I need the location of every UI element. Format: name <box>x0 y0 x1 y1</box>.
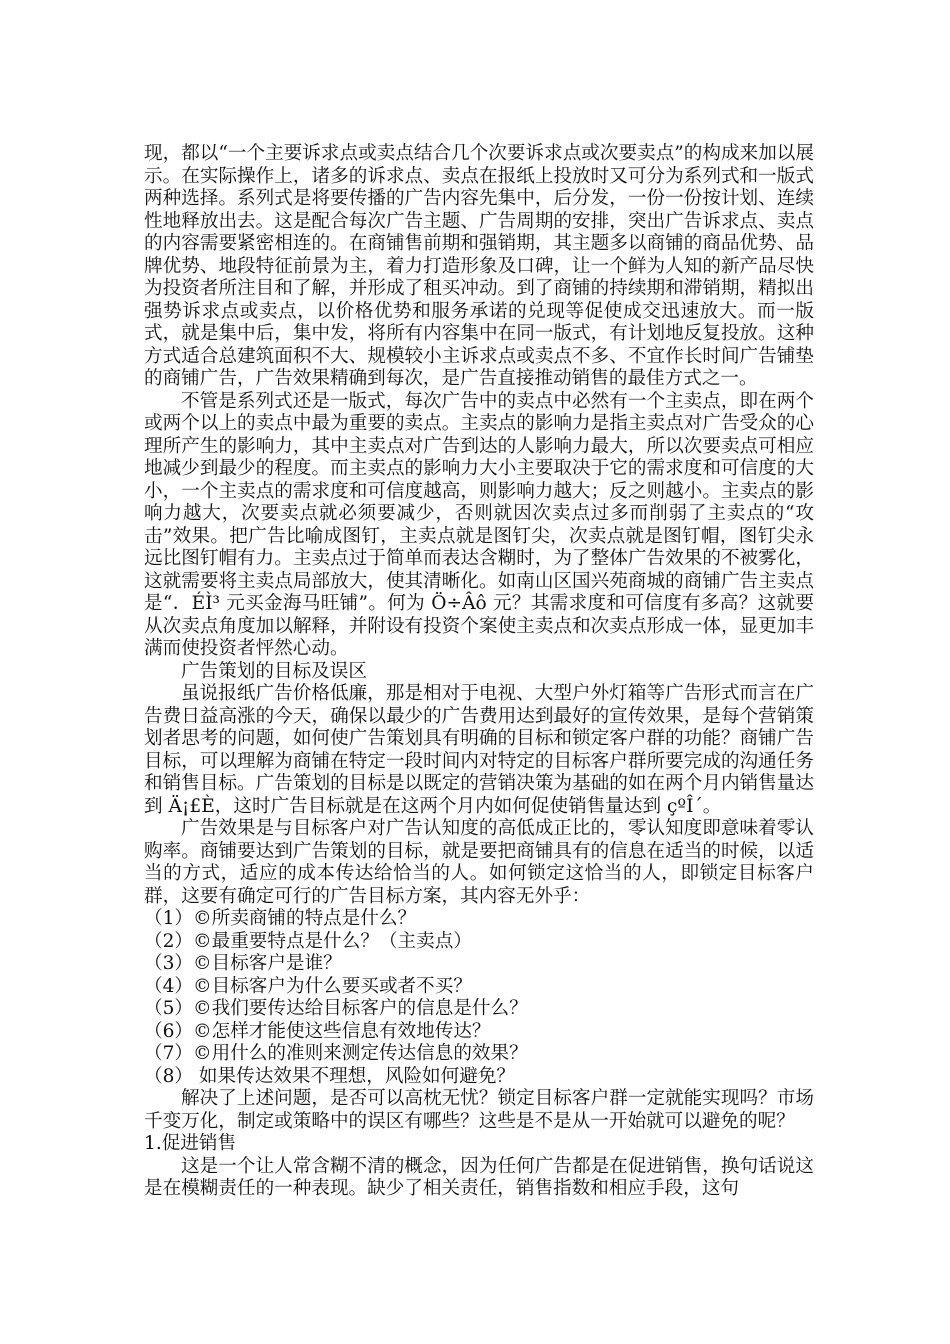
document-page <box>144 143 814 1201</box>
list-item: （8） 如果传达效果不理想，风险如何避免？ <box>144 1065 516 1087</box>
list-item: （7）©用什么的准则来测定传达信息的效果？ <box>144 1043 528 1064</box>
list-item: （2）©最重要特点是什么？（主卖点） <box>144 930 472 952</box>
paragraph-1: 现，都以“一个主要诉求点或卖点结合几个次要诉求点或次要卖点”的构成来加以展示。在实际操作上，诸多的诉求点、卖点在报纸上投放时又可分为系列式和一版式两种选择。系列式是将要传播的广告内容先集中，后分发，一份一份按计划、连续性地释放出去。这是配合每次广告主题、广告周期的安排，突出广告诉求点、卖点的内容需要紧密相连的。在商铺售前期和强销期，其主题多以商铺的商品优势、品牌优势、地段特征前景为主，着力打造形象及口碑，让一个鲜为人知的新产品尽快为投资者所注目和了解，并形成了租买冲动。到了商铺的持续期和滞销期，精拟出强势诉求点或卖点，以价格优势和服务承诺的兑现等促使成交迅速放大。而一版式，就是集中后，集中发，将所有内容集中在同一版式，有计划地反复投放。这种方式适合总建筑面积不大、规模较小主诉求点或卖点不多、不宜作长时间广告铺垫的商铺广告，广告效果精确到每次，是广告直接推动销售的最佳方式之一。 <box>144 143 814 389</box>
section-heading-promote-sales: 1.促进销售 <box>144 1133 237 1154</box>
paragraph-4: 广告效果是与目标客户对广告认知度的高低成正比的，零认知度即意味着零认购率。商铺要达到广告策划的目标，就是要把商铺具有的信息在适当的时候，以适当的方式，适应的成本传达给恰当的人。如何锁定这恰当的人，即锁定目标客户群，这要有确定可行的广告目标方案，其内容无外乎： <box>144 818 814 907</box>
list-item: （1）©所卖商铺的特点是什么？ <box>144 908 417 929</box>
list-item: （5）©我们要传达给目标客户的信息是什么？ <box>144 998 528 1019</box>
list-item: （3）©目标客户是谁？ <box>144 953 342 974</box>
paragraph-6: 这是一个让人常含糊不清的概念，因为任何广告都是在促进销售，换句话说这是在模糊责任的一种表现。缺少了相关责任，销售指数和相应手段，这句 <box>144 1155 814 1199</box>
paragraph-2: 不管是系列式还是一版式，每次广告中的卖点中必然有一个主卖点，即在两个或两个以上的卖点中最为重要的卖点。主卖点的影响力是指主卖点对广告受众的心理所产生的影响力，其中主卖点对广告到达的人影响力最大，所以次要卖点可相应地减少到最少的程度。而主卖点的影响力大小主要取决于它的需求度和可信度的大小，一个主卖点的需求度和可信度越高，则影响力越大；反之则越小。主卖点的影响力越大，次要卖点就必须要减少，否则就因次卖点过多而削弱了主卖点的“攻击”效果。把广告比喻成图钉，主卖点就是图钉尖，次卖点就是图钉帽，图钉尖永远比图钉帽有力。主卖点过于简单而表达含糊时，为了整体广告效果的不被雾化，这就需要将主卖点局部放大，使其清晰化。如南山区国兴苑商城的商铺广告主卖点是“．ÉÌ³ 元买金海马旺铺”。何为 Ö÷Âô 元？其需求度和可信度有多高？这就要从次卖点角度加以解释，并附设有投资个案使主卖点和次卖点形成一体，显更加丰满而使投资者怦然心动。 <box>144 390 814 659</box>
question-list <box>144 908 814 1088</box>
list-item: （6）©怎样才能使这些信息有效地传达？ <box>144 1020 491 1042</box>
paragraph-5: 解决了上述问题，是否可以高枕无忧？锁定目标客户群一定就能实现吗？市场千变万化，制定或策略中的误区有哪些？这些是不是从一开始就可以避免的呢？ <box>144 1088 814 1132</box>
list-item: （4）©目标客户为什么要买或者不买？ <box>144 975 472 997</box>
paragraph-3: 虽说报纸广告价格低廉，那是相对于电视、大型户外灯箱等广告形式而言在广告费日益高涨的今天，确保以最少的广告费用达到最好的宣传效果，是每个营销策划者思考的问题，如何使广告策划具有明确的目标和锁定客户群的功能？商铺广告目标，可以理解为商铺在特定一段时间内对特定的目标客户群所要完成的沟通任务和销售目标。广告策划的目标是以既定的营销决策为基础的如在两个月内销售量达到 Ä¡£È，这时广告目标就是在这两个月内如何促使销售量达到 çºÎ´。 <box>144 683 814 817</box>
section-heading-ad-planning: 广告策划的目标及误区 <box>181 660 367 682</box>
